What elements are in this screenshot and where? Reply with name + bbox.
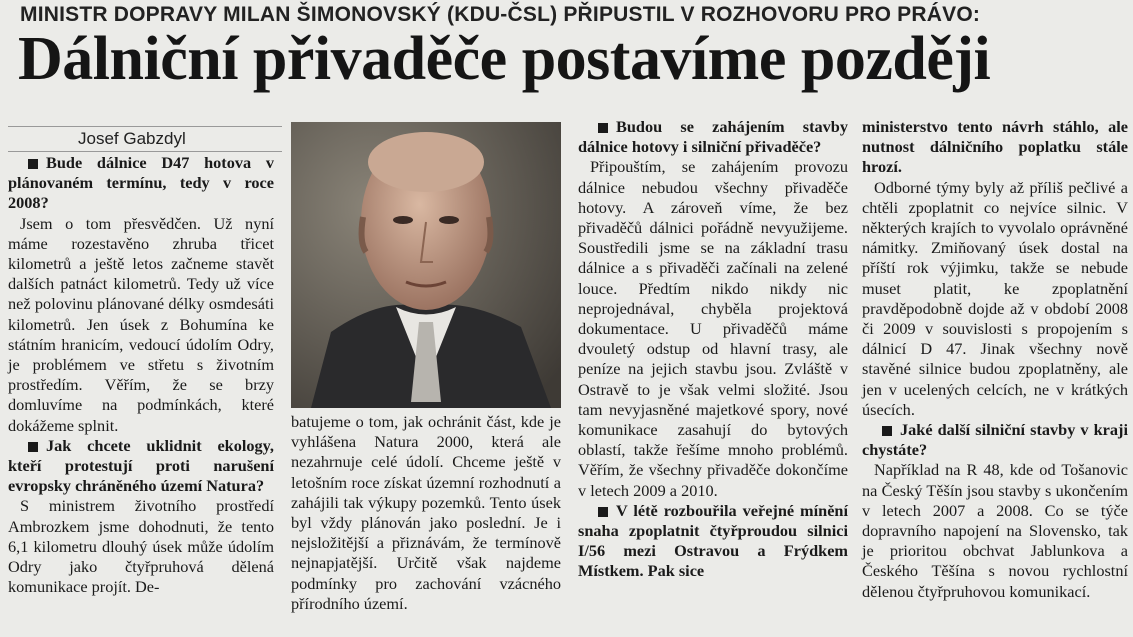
answer-3: Připouštím, se zahájením provozu dálnice nebudou všechny přivaděče hotovy. A zároveň víme, že bez přivaděčů dálnici pořádně nevyužijeme. Soustředili jsme se na základní trasu dálnice a s přivaděči začínali na zelené louce. Předtím nikdo nikdy nic neprojednával, chyběla projektová dokumentace. U přivaděčů máme dvouletý odstup od hlavní trasy, ale peníze na jejich stavbu jsou. Zvláště v Ostravě to je však velmi složité. Jsou tam nevyjasněné majetkové spory, nové komunikace zasahují do bytových oblastí, takže řešíme mnoho problémů. Věřím, že všechny přivaděče dokončíme v letech 2009 a 2010. xyxy=(578,157,848,500)
question-4-continued: ministerstvo tento návrh stáhlo, ale nutnost dálničního poplatku stále hrozí. xyxy=(862,117,1128,177)
question-3: Budou se zahájením stavby dálnice hotovy i silniční přivaděče? xyxy=(578,117,848,157)
headline: Dálniční přivaděče postavíme později xyxy=(18,25,991,93)
question-4: V létě rozbouřila veřejné mínění snaha zpoplatnit čtyřproudou silnici I/56 mezi Ostravou a Frýdkem Místkem. Pak sice xyxy=(578,500,848,581)
question-5: Jaké další silniční stavby v kraji chystáte? xyxy=(862,420,1128,460)
column-2 xyxy=(291,412,561,614)
bullet-square-icon xyxy=(28,442,38,452)
bullet-square-icon xyxy=(598,123,608,133)
bullet-square-icon xyxy=(598,507,608,517)
portrait-illustration xyxy=(291,122,561,408)
bullet-square-icon xyxy=(882,426,892,436)
answer-1: Jsem o tom přesvědčen. Už nyní máme rozestavěno zhruba třicet kilometrů a ještě letos začneme stavět dalších patnáct kilometrů. Tedy už více než polovinu plánované délky osmdesáti kilometrů. Jen úsek z Bohumína ke státním hranicím, vedoucí údolím Odry, je problémem ve střetu s životním prostředím. Věřím, že se brzy domluvíme na podmínkách, které dokážeme splnit. xyxy=(8,213,274,435)
byline: Josef Gabzdyl xyxy=(8,126,282,152)
portrait-photo xyxy=(291,122,561,408)
question-2: Jak chcete uklidnit ekology, kteří protestují proti narušení evropsky chráněného území Natura? xyxy=(8,435,274,496)
answer-2: S ministrem životního prostředí Ambrozkem jsme dohodnuti, že tento 6,1 kilometru dlouhý úsek může údolím Odry jako čtyřpruhová dělená komunikace projít. De- xyxy=(8,496,274,597)
kicker-line: MINISTR DOPRAVY MILAN ŠIMONOVSKÝ (KDU-ČSL) PŘIPUSTIL V ROZHOVORU PRO PRÁVO: xyxy=(20,3,981,26)
column-4 xyxy=(862,117,1128,602)
answer-5: Například na R 48, kde od Tošanovic na Český Těšín jsou stavby s ukončením v letech 2007 a 2008. Co se týče dopravního napojení na Slovensko, tak je prioritou obchvat Jablunkova a Českého Těšína s novou rychlostní dělenou čtyřpruhovou komunikací. xyxy=(862,460,1128,601)
question-1: Bude dálnice D47 hotova v plánovaném termínu, tedy v roce 2008? xyxy=(8,153,274,213)
answer-2-continued: batujeme o tom, jak ochránit část, kde je vyhlášena Natura 2000, která ale nezahrnuje celé údolí. Chceme ještě v letošním roce získat územní rozhodnutí a zahájili tak výkupy pozemků. Tento úsek byl vždy plánován jako poslední. Je i nejsložitější a přiznávám, že termínově nejnapjatější. Určitě však najdeme podmínky pro zachování vzácného přírodního území. xyxy=(291,412,561,613)
bullet-square-icon xyxy=(28,159,38,169)
column-1 xyxy=(8,153,274,597)
answer-4: Odborné týmy byly až příliš pečlivé a chtěli zpoplatnit co nejvíce silnic. V některých krajích to vyvolalo oprávněné námitky. Zmiňovaný úsek dostal na příští rok výjimku, takže se nebude muset platit, ke zpoplatnění pravděpodobně dojde až v období 2008 či 2009 v souvislosti s propojením s dálnicí D 47. Jinak všechny nově stavěné silnice budou zpoplatněny, ale jen v ucelených celcích, ne v krátkých úsecích. xyxy=(862,177,1128,419)
column-3 xyxy=(578,117,848,582)
